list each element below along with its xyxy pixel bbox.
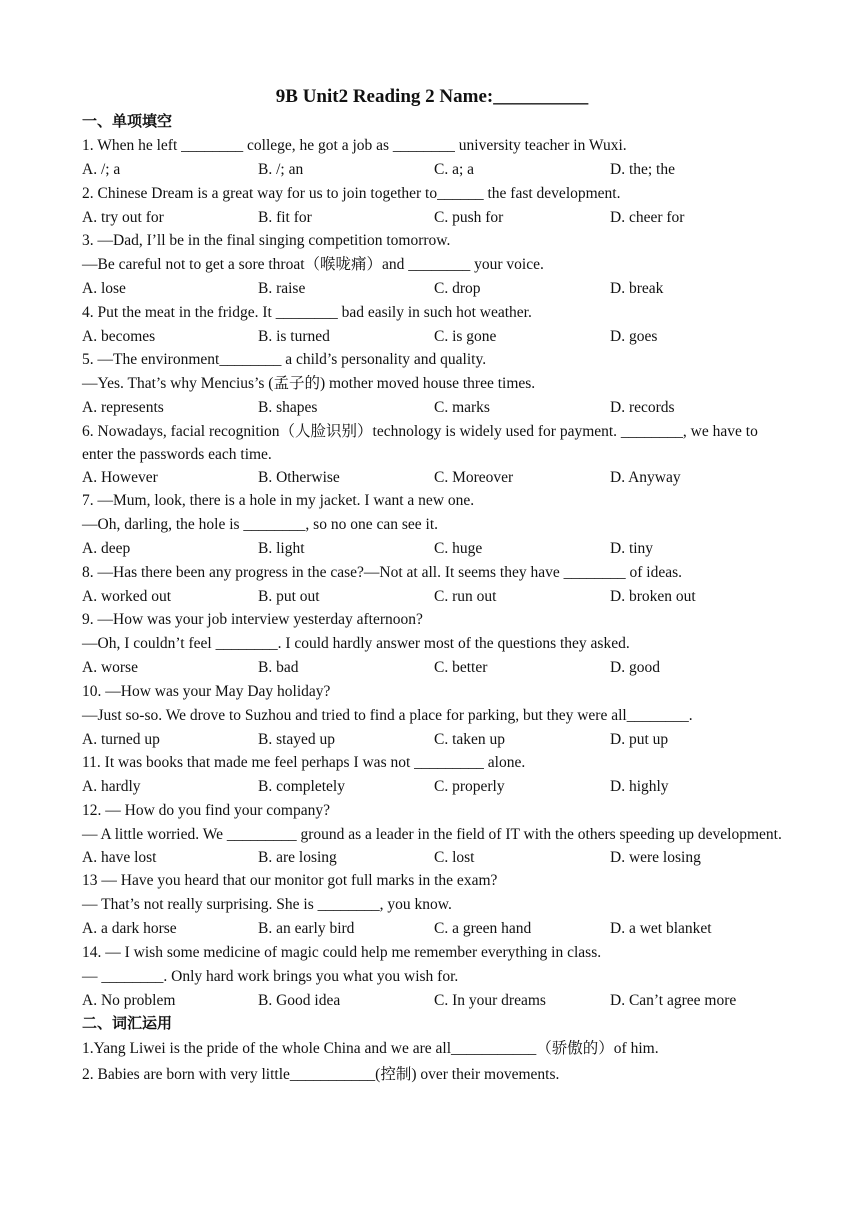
option-row [82, 325, 782, 349]
option-d: D. cheer for [610, 208, 685, 226]
option-row [82, 537, 782, 561]
option-b: B. raise [258, 280, 306, 297]
option-a: A. a dark horse [82, 920, 177, 937]
question-item [82, 751, 782, 799]
option-c: C. In your dreams [434, 991, 546, 1009]
option-b: B. is turned [258, 327, 330, 345]
option-b: B. Otherwise [258, 468, 340, 486]
question-item [82, 941, 782, 1013]
question-text: —Just so-so. We drove to Suzhou and tried to find a place for parking, but they were all________. [82, 706, 693, 724]
question-item [82, 489, 782, 561]
question-text: — That’s not really surprising. She is ________, you know. [82, 896, 452, 913]
option-a: A. have lost [82, 848, 157, 866]
option-d: D. Anyway [610, 468, 681, 486]
option-c: C. Moreover [434, 468, 514, 486]
question-text: 13 — Have you heard that our monitor got full marks in the exam? [82, 872, 498, 889]
section-heading-single-choice: 一、单项填空 [82, 112, 173, 130]
question-text: — A little worried. We _________ ground as a leader in the field of IT with the others speeding up development. [82, 825, 782, 843]
option-d: D. tiny [610, 540, 654, 557]
option-a: A. /; a [82, 161, 121, 178]
question-item [82, 799, 782, 870]
question-text: — ________. Only hard work brings you what you wish for. [82, 967, 459, 985]
option-d: D. highly [610, 778, 669, 795]
option-a: A. deep [82, 540, 131, 557]
option-row [82, 989, 782, 1013]
option-c: C. lost [434, 848, 475, 866]
option-b: B. light [258, 540, 305, 557]
option-row [82, 206, 782, 230]
question-text: 8. —Has there been any progress in the case?—Not at all. It seems they have ________ of ideas. [82, 563, 683, 581]
option-a: A. worse [82, 659, 138, 676]
option-b: B. fit for [258, 208, 312, 226]
option-b: B. Good idea [258, 991, 341, 1009]
option-a: A. No problem [82, 991, 176, 1009]
option-a: A. turned up [82, 730, 160, 748]
worksheet-page [82, 84, 782, 1088]
option-c: C. run out [434, 587, 497, 605]
question-item [82, 182, 782, 230]
question-text: 14. — I wish some medicine of magic could help me remember everything in class. [82, 943, 602, 961]
question-list [82, 134, 782, 1012]
option-a: A. However [82, 468, 158, 486]
question-text: 7. —Mum, look, there is a hole in my jacket. I want a new one. [82, 492, 475, 509]
question-item [82, 301, 782, 349]
option-a: A. try out for [82, 208, 164, 226]
question-item [82, 608, 782, 680]
option-row [82, 277, 782, 301]
option-c: C. push for [434, 208, 504, 226]
question-text: 9. —How was your job interview yesterday afternoon? [82, 611, 423, 628]
option-b: B. an early bird [258, 920, 355, 937]
option-d: D. Can’t agree more [610, 991, 737, 1009]
page-title: 9B Unit2 Reading 2 Name:__________ [275, 86, 589, 107]
option-d: D. a wet blanket [610, 920, 712, 937]
question-text: —Oh, I couldn’t feel ________. I could hardly answer most of the questions they asked. [82, 635, 630, 652]
question-text: —Be careful not to get a sore throat（喉咙痛）and ________ your voice. [82, 256, 544, 273]
question-item [82, 420, 782, 490]
question-text: 11. It was books that made me feel perhaps I was not _________ alone. [82, 754, 526, 771]
question-text: 12. — How do you find your company? [82, 801, 330, 819]
option-b: B. are losing [258, 848, 337, 866]
question-text: 1. When he left ________ college, he got a job as ________ university teacher in Wuxi. [82, 137, 627, 154]
option-row [82, 728, 782, 752]
option-a: A. worked out [82, 587, 172, 605]
question-text: 6. Nowadays, facial recognition（人脸识别）technology is widely used for payment. ________, we have to enter the passwords each time. [82, 422, 758, 463]
question-item [82, 348, 782, 420]
option-c: C. taken up [434, 730, 506, 748]
option-b: B. stayed up [258, 730, 336, 748]
option-b: B. put out [258, 587, 320, 605]
option-c: C. properly [434, 778, 505, 795]
option-c: C. better [434, 659, 488, 676]
option-d: D. break [610, 280, 664, 297]
option-d: D. goes [610, 327, 658, 345]
option-d: D. were losing [610, 848, 701, 866]
option-c: C. huge [434, 540, 483, 557]
option-a: A. represents [82, 399, 164, 416]
option-row [82, 396, 782, 420]
section-heading-vocabulary: 二、词汇运用 [82, 1014, 173, 1032]
option-a: A. hardly [82, 778, 141, 795]
option-b: B. completely [258, 778, 345, 795]
option-a: A. becomes [82, 327, 156, 345]
vocab-list [82, 1036, 782, 1088]
option-row [82, 656, 782, 680]
option-row [82, 585, 782, 609]
vocab-item: 1.Yang Liwei is the pride of the whole China and we are all___________（骄傲的）of him. [82, 1040, 659, 1057]
option-b: B. bad [258, 659, 299, 676]
option-row [82, 917, 782, 941]
question-text: —Oh, darling, the hole is ________, so no one can see it. [82, 516, 439, 533]
option-b: B. /; an [258, 161, 304, 178]
option-d: D. put up [610, 730, 669, 748]
option-row [82, 775, 782, 799]
option-d: D. good [610, 659, 660, 676]
question-item [82, 561, 782, 609]
option-row [82, 846, 782, 870]
option-row [82, 466, 782, 490]
option-row [82, 158, 782, 182]
option-d: D. the; the [610, 161, 675, 178]
option-c: C. marks [434, 399, 490, 416]
option-c: C. a green hand [434, 920, 532, 937]
option-b: B. shapes [258, 399, 318, 416]
question-text: 2. Chinese Dream is a great way for us to join together to______ the fast development. [82, 184, 621, 202]
option-c: C. drop [434, 280, 481, 297]
question-item [82, 869, 782, 941]
option-a: A. lose [82, 280, 126, 297]
question-item [82, 229, 782, 301]
option-d: D. broken out [610, 587, 696, 605]
question-text: 3. —Dad, I’ll be in the final singing competition tomorrow. [82, 232, 451, 249]
question-item [82, 134, 782, 182]
question-text: 10. —How was your May Day holiday? [82, 682, 331, 700]
option-d: D. records [610, 399, 675, 416]
question-text: —Yes. That’s why Mencius’s (孟子的) mother moved house three times. [82, 375, 536, 392]
vocab-item: 2. Babies are born with very little___________(控制) over their movements. [82, 1066, 560, 1083]
option-c: C. a; a [434, 161, 475, 178]
option-c: C. is gone [434, 327, 497, 345]
question-item [82, 680, 782, 752]
question-text: 5. —The environment________ a child’s personality and quality. [82, 351, 487, 368]
question-text: 4. Put the meat in the fridge. It ________ bad easily in such hot weather. [82, 303, 532, 321]
